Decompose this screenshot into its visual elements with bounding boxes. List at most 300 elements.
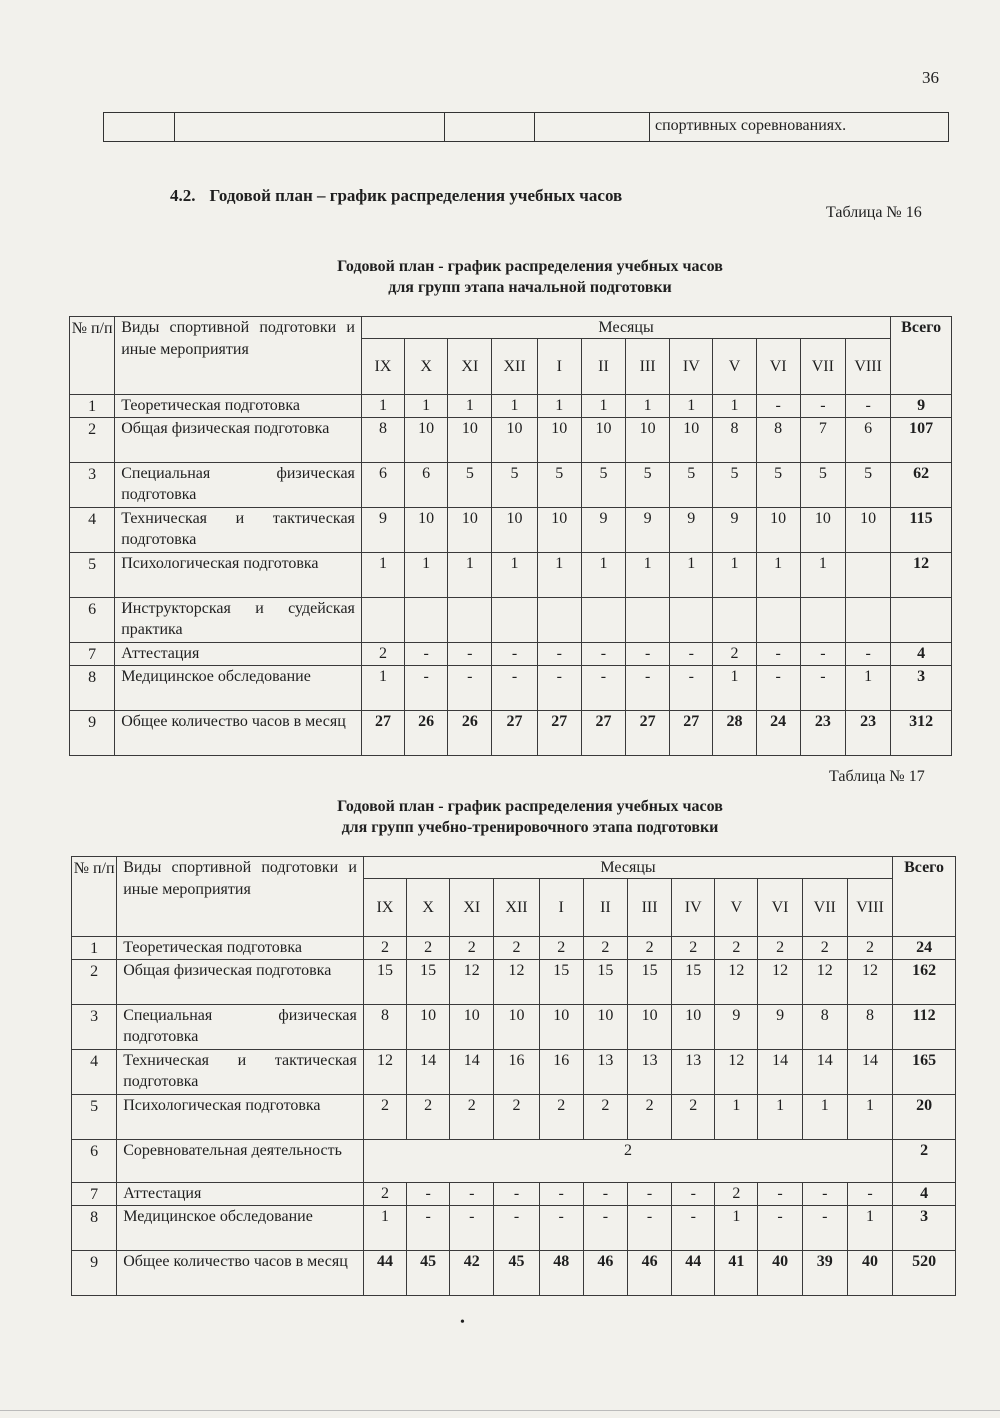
month-value: 1 (713, 666, 756, 711)
table-row (70, 463, 952, 508)
month-value: 9 (758, 1005, 802, 1050)
month-viii: VIII (845, 339, 890, 395)
month-xii: XII (494, 879, 539, 937)
stray-mark: • (460, 1315, 465, 1330)
month-value: 1 (713, 395, 756, 418)
month-value: 10 (670, 418, 713, 463)
month-value: 14 (450, 1050, 494, 1095)
month-value: 10 (537, 418, 581, 463)
month-value: 15 (583, 960, 627, 1005)
month-value: - (672, 1183, 715, 1206)
month-value: 1 (361, 395, 404, 418)
table-row (70, 711, 952, 756)
row-total: 4 (893, 1183, 956, 1206)
month-value: 9 (670, 508, 713, 553)
table-row (70, 643, 952, 666)
row-number: 2 (70, 418, 115, 463)
month-value: 14 (407, 1050, 450, 1095)
month-value: - (758, 1183, 802, 1206)
month-ix: IX (363, 879, 406, 937)
month-value: 5 (845, 463, 890, 508)
page-number: 36 (922, 68, 939, 87)
row-total: 20 (893, 1095, 956, 1140)
row-number: 8 (70, 666, 115, 711)
row-activity: Медицинское обследование (115, 666, 362, 711)
month-value: 2 (407, 937, 450, 960)
month-value: 2 (672, 937, 715, 960)
month-x: X (407, 879, 450, 937)
month-value: 14 (847, 1050, 892, 1095)
table-row (70, 508, 952, 553)
month-value: 2 (715, 1183, 758, 1206)
month-value: - (800, 666, 845, 711)
month-value: 10 (405, 418, 448, 463)
month-value: 45 (407, 1251, 450, 1296)
month-value: 2 (713, 643, 756, 666)
month-value: 9 (581, 508, 625, 553)
table-row (70, 418, 952, 463)
month-value (670, 598, 713, 643)
month-v: V (713, 339, 756, 395)
month-value: - (494, 1183, 539, 1206)
month-value: 14 (758, 1050, 802, 1095)
row-activity: Техническая и тактическая подготовка (117, 1050, 364, 1095)
month-x: X (405, 339, 448, 395)
month-value: 46 (583, 1251, 627, 1296)
month-value: 46 (627, 1251, 671, 1296)
month-value: 27 (537, 711, 581, 756)
month-value: 12 (802, 960, 847, 1005)
row-total: 115 (891, 508, 952, 553)
month-value (626, 598, 670, 643)
month-ii: II (581, 339, 625, 395)
month-value: 1 (405, 395, 448, 418)
month-value: 5 (670, 463, 713, 508)
row-total: 112 (893, 1005, 956, 1050)
month-value: 8 (713, 418, 756, 463)
month-value: 2 (450, 1095, 494, 1140)
month-value: 45 (494, 1251, 539, 1296)
month-value: 2 (758, 937, 802, 960)
row-number: 5 (72, 1095, 117, 1140)
month-value: 10 (405, 508, 448, 553)
month-value: 16 (494, 1050, 539, 1095)
row-activity: Теоретическая подготовка (117, 937, 364, 960)
month-value: 14 (802, 1050, 847, 1095)
header-kind: Виды спортивной подготовки и иные мероприятия (115, 317, 362, 395)
bottom-edge (0, 1410, 1000, 1411)
month-value: 2 (539, 937, 583, 960)
month-value: 10 (492, 508, 537, 553)
month-value: 10 (627, 1005, 671, 1050)
table16-label: Таблица № 16 (826, 204, 922, 221)
month-value: 41 (715, 1251, 758, 1296)
month-value: - (448, 666, 492, 711)
month-value (713, 598, 756, 643)
table-row (72, 1095, 956, 1140)
month-vi: VI (756, 339, 800, 395)
month-value: - (494, 1206, 539, 1251)
month-value: 12 (494, 960, 539, 1005)
table-row (72, 1005, 956, 1050)
month-value: 1 (758, 1095, 802, 1140)
month-value: 1 (448, 553, 492, 598)
month-value: 2 (363, 937, 406, 960)
month-value: 2 (539, 1095, 583, 1140)
table-row (70, 553, 952, 598)
month-value: 13 (627, 1050, 671, 1095)
month-value: - (758, 1206, 802, 1251)
month-value (800, 598, 845, 643)
row-total: 12 (891, 553, 952, 598)
month-value: - (845, 643, 890, 666)
month-value (492, 598, 537, 643)
row-number: 7 (72, 1183, 117, 1206)
row-total: 62 (891, 463, 952, 508)
month-value: 5 (713, 463, 756, 508)
month-value: 15 (627, 960, 671, 1005)
month-value: 10 (492, 418, 537, 463)
month-value: - (492, 643, 537, 666)
month-value: - (672, 1206, 715, 1251)
month-value: 28 (713, 711, 756, 756)
month-value: 13 (672, 1050, 715, 1095)
month-value: 10 (407, 1005, 450, 1050)
row-total: 2 (893, 1140, 956, 1183)
row-total: 3 (893, 1206, 956, 1251)
month-value: - (583, 1206, 627, 1251)
month-value: 9 (715, 1005, 758, 1050)
row-total: 165 (893, 1050, 956, 1095)
row-number: 9 (72, 1251, 117, 1296)
table-row (72, 960, 956, 1005)
month-value (448, 598, 492, 643)
month-value: 1 (756, 553, 800, 598)
month-value: 1 (847, 1206, 892, 1251)
month-value: 2 (361, 643, 404, 666)
month-value: 1 (361, 553, 404, 598)
month-value: 26 (405, 711, 448, 756)
month-v: V (715, 879, 758, 937)
month-value: 15 (539, 960, 583, 1005)
month-value: 12 (450, 960, 494, 1005)
month-vii: VII (802, 879, 847, 937)
month-value: 1 (363, 1206, 406, 1251)
month-value: 5 (626, 463, 670, 508)
month-ix: IX (361, 339, 404, 395)
row-number: 8 (72, 1206, 117, 1251)
month-value: 1 (492, 395, 537, 418)
table-row (70, 598, 952, 643)
month-value: 2 (450, 937, 494, 960)
row-total: 312 (891, 711, 952, 756)
month-iv: IV (672, 879, 715, 937)
month-value: 2 (802, 937, 847, 960)
month-xi: XI (450, 879, 494, 937)
month-value: 5 (537, 463, 581, 508)
month-iii: III (627, 879, 671, 937)
month-value (756, 598, 800, 643)
month-value: 7 (800, 418, 845, 463)
header-kind: Виды спортивной подготовки и иные мероприятия (117, 857, 364, 937)
row-total: 162 (893, 960, 956, 1005)
month-value: 10 (583, 1005, 627, 1050)
header-row (72, 857, 956, 879)
month-value: 5 (800, 463, 845, 508)
month-value: 10 (448, 508, 492, 553)
month-value: - (627, 1183, 671, 1206)
month-value: 8 (802, 1005, 847, 1050)
table-row (72, 1140, 956, 1183)
month-value: 15 (407, 960, 450, 1005)
header-total: Всего (893, 857, 956, 937)
row-activity: Специальная физическая подготовка (117, 1005, 364, 1050)
header-num: № п/п (70, 317, 115, 395)
month-value: 10 (626, 418, 670, 463)
month-value: 15 (363, 960, 406, 1005)
previous-table-fragment (103, 112, 949, 142)
month-value: 10 (450, 1005, 494, 1050)
month-value: - (405, 643, 448, 666)
table16 (69, 316, 952, 756)
row-activity: Аттестация (115, 643, 362, 666)
month-value: 6 (361, 463, 404, 508)
month-value: 5 (756, 463, 800, 508)
row-total: 107 (891, 418, 952, 463)
row-activity: Инструкторская и судейская практика (115, 598, 362, 643)
month-value: - (800, 643, 845, 666)
month-value (845, 598, 890, 643)
month-value: 44 (672, 1251, 715, 1296)
month-value: 27 (492, 711, 537, 756)
month-value: 39 (802, 1251, 847, 1296)
month-value: 5 (492, 463, 537, 508)
row-total: 520 (893, 1251, 956, 1296)
month-value: 1 (537, 553, 581, 598)
month-value: 1 (537, 395, 581, 418)
month-value: 1 (361, 666, 404, 711)
table-row (72, 1206, 956, 1251)
month-value: 1 (626, 553, 670, 598)
row-number: 6 (72, 1140, 117, 1183)
month-value: - (845, 395, 890, 418)
row-number: 4 (72, 1050, 117, 1095)
month-value: 16 (539, 1050, 583, 1095)
month-value (845, 553, 890, 598)
month-value (581, 598, 625, 643)
row-number: 1 (72, 937, 117, 960)
row-activity: Психологическая подготовка (117, 1095, 364, 1140)
month-value: - (756, 643, 800, 666)
month-vi: VI (758, 879, 802, 937)
month-value: - (756, 395, 800, 418)
month-value: - (450, 1183, 494, 1206)
month-value: 1 (670, 395, 713, 418)
month-value: 8 (361, 418, 404, 463)
row-total (891, 598, 952, 643)
month-value: 2 (407, 1095, 450, 1140)
table-row (72, 1183, 956, 1206)
row-number: 9 (70, 711, 115, 756)
month-value: 1 (715, 1206, 758, 1251)
row-number: 3 (70, 463, 115, 508)
month-value: - (583, 1183, 627, 1206)
row-total: 3 (891, 666, 952, 711)
month-value: 9 (713, 508, 756, 553)
table17-caption-line2: для групп учебно-тренировочного этапа подготовки (341, 819, 719, 836)
month-value: 2 (583, 1095, 627, 1140)
month-value: 15 (672, 960, 715, 1005)
month-iii: III (626, 339, 670, 395)
month-value: - (802, 1183, 847, 1206)
table-row (72, 937, 956, 960)
previous-table-text: спортивных соревнованиях. (655, 117, 847, 134)
table-row (72, 1251, 956, 1296)
table16-caption (200, 256, 860, 298)
row-activity: Общая физическая подготовка (117, 960, 364, 1005)
table17-caption-line1: Годовой план - график распределения учебных часов (337, 798, 723, 815)
month-ii: II (583, 879, 627, 937)
month-value: - (670, 666, 713, 711)
row-total: 24 (893, 937, 956, 960)
row-number: 5 (70, 553, 115, 598)
month-value: - (492, 666, 537, 711)
month-value: 8 (756, 418, 800, 463)
row-number: 6 (70, 598, 115, 643)
month-value: 1 (800, 553, 845, 598)
month-value: - (800, 395, 845, 418)
month-value: - (448, 643, 492, 666)
month-value: 2 (627, 1095, 671, 1140)
month-value: - (537, 643, 581, 666)
month-value: - (539, 1183, 583, 1206)
month-value: 12 (715, 1050, 758, 1095)
month-viii: VIII (847, 879, 892, 937)
month-value: 40 (847, 1251, 892, 1296)
month-value: 27 (581, 711, 625, 756)
header-num: № п/п (72, 857, 117, 937)
month-iv: IV (670, 339, 713, 395)
month-value: - (407, 1183, 450, 1206)
row-activity: Теоретическая подготовка (115, 395, 362, 418)
month-value: - (581, 666, 625, 711)
month-value: - (450, 1206, 494, 1251)
row-activity: Общая физическая подготовка (115, 418, 362, 463)
month-value: 2 (494, 937, 539, 960)
month-value: - (756, 666, 800, 711)
row-activity: Аттестация (117, 1183, 364, 1206)
month-value: 23 (845, 711, 890, 756)
header-months: Месяцы (363, 857, 892, 879)
row-activity: Психологическая подготовка (115, 553, 362, 598)
month-value: 23 (800, 711, 845, 756)
month-value: 10 (800, 508, 845, 553)
month-value: 10 (581, 418, 625, 463)
row-total: 9 (891, 395, 952, 418)
month-value: 1 (581, 553, 625, 598)
month-value: 42 (450, 1251, 494, 1296)
month-value: 1 (847, 1095, 892, 1140)
month-value: - (626, 666, 670, 711)
month-value (405, 598, 448, 643)
month-value: 8 (363, 1005, 406, 1050)
row-number: 1 (70, 395, 115, 418)
month-value: 26 (448, 711, 492, 756)
month-value: - (627, 1206, 671, 1251)
month-value: 5 (581, 463, 625, 508)
header-total: Всего (891, 317, 952, 395)
month-value: 2 (583, 937, 627, 960)
month-value: - (405, 666, 448, 711)
row-number: 2 (72, 960, 117, 1005)
row-activity: Техническая и тактическая подготовка (115, 508, 362, 553)
month-value: 1 (626, 395, 670, 418)
month-value: 10 (845, 508, 890, 553)
month-value: 1 (715, 1095, 758, 1140)
row-number: 3 (72, 1005, 117, 1050)
month-value: 27 (361, 711, 404, 756)
month-value: 1 (448, 395, 492, 418)
month-value: 40 (758, 1251, 802, 1296)
month-value: 10 (537, 508, 581, 553)
section-title: Годовой план – график распределения учебных часов (209, 186, 623, 205)
month-value: 48 (539, 1251, 583, 1296)
month-value: 27 (670, 711, 713, 756)
section-number: 4.2. (170, 186, 196, 205)
section-heading (170, 186, 622, 206)
table16-caption-line2: для групп этапа начальной подготовки (388, 279, 672, 296)
row-activity: Соревновательная деятельность (117, 1140, 364, 1183)
row-total: 4 (891, 643, 952, 666)
month-value: 2 (627, 937, 671, 960)
month-value: 2 (715, 937, 758, 960)
month-value: 2 (363, 1183, 406, 1206)
row-number: 4 (70, 508, 115, 553)
month-value: 10 (448, 418, 492, 463)
month-value: 1 (581, 395, 625, 418)
month-value: 9 (626, 508, 670, 553)
month-value: 27 (626, 711, 670, 756)
month-value: - (626, 643, 670, 666)
row-activity: Специальная физическая подготовка (115, 463, 362, 508)
month-value: 10 (672, 1005, 715, 1050)
month-value: 5 (448, 463, 492, 508)
month-value: 1 (670, 553, 713, 598)
month-value: 10 (756, 508, 800, 553)
month-value (537, 598, 581, 643)
month-value (361, 598, 404, 643)
month-value: 6 (845, 418, 890, 463)
merged-months-value: 2 (363, 1140, 892, 1183)
month-i: I (539, 879, 583, 937)
month-value: 1 (405, 553, 448, 598)
table16-caption-line1: Годовой план - график распределения учебных часов (337, 258, 723, 275)
month-value: - (802, 1206, 847, 1251)
header-months: Месяцы (361, 317, 890, 339)
month-value: 13 (583, 1050, 627, 1095)
row-activity: Общее количество часов в месяц (115, 711, 362, 756)
month-vii: VII (800, 339, 845, 395)
month-value: 2 (494, 1095, 539, 1140)
table17-label: Таблица № 17 (829, 768, 925, 785)
month-value: - (847, 1183, 892, 1206)
table-row (70, 666, 952, 711)
month-value: 1 (713, 553, 756, 598)
month-i: I (537, 339, 581, 395)
table17 (71, 856, 956, 1296)
month-xii: XII (492, 339, 537, 395)
month-value: 1 (845, 666, 890, 711)
